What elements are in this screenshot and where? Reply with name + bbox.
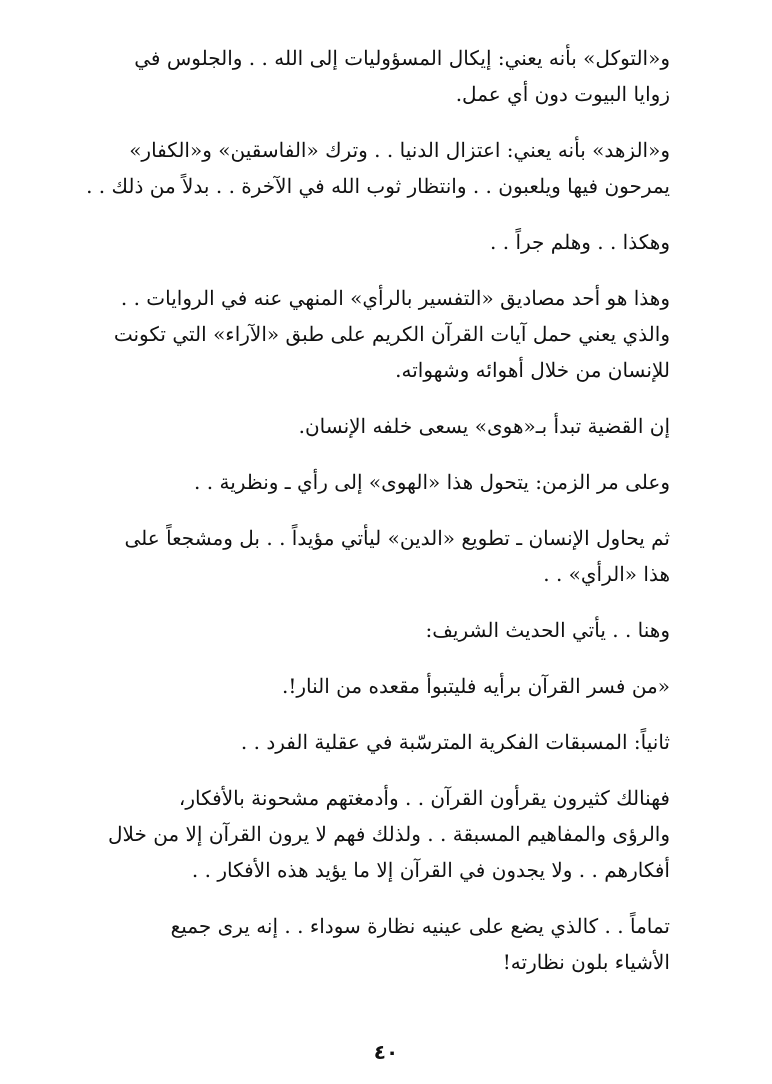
paragraph-secondly	[74, 724, 698, 760]
page-body	[74, 40, 698, 1000]
paragraph-etc	[74, 224, 698, 260]
paragraph-line: والرؤى والمفاهيم المسبقة . . ولذلك فهم لا يرون القرآن إلا من خلال	[108, 822, 670, 846]
paragraph-line: زوايا البيوت دون أي عمل.	[455, 82, 670, 106]
paragraph-line: الأشياء بلون نظارته!	[502, 950, 670, 974]
paragraph-line: إن القضية تبدأ بـ«هوى» يسعى خلفه الإنسان.	[298, 414, 670, 438]
paragraph-line: و«التوكل» بأنه يعني: إيكال المسؤوليات إلى الله . . والجلوس في	[134, 46, 670, 70]
paragraph-black-glasses	[74, 908, 698, 980]
paragraph-line: وهنا . . يأتي الحديث الشريف:	[425, 618, 670, 642]
paragraph-hadith-quote	[74, 668, 698, 704]
paragraph-line: ثانياً: المسبقات الفكرية المترسّبة في عقلية الفرد . .	[240, 730, 670, 754]
paragraph-hawa	[74, 408, 698, 444]
paragraph-line: «من فسر القرآن برأيه فليتبوأ مقعده من النار!.	[281, 674, 670, 698]
paragraph-line: فهنالك كثيرون يقرأون القرآن . . وأدمغتهم مشحونة بالأفكار،	[178, 786, 670, 810]
paragraph-over-time	[74, 464, 698, 500]
paragraph-hadith-intro	[74, 612, 698, 648]
paragraph-preconceptions	[74, 780, 698, 888]
paragraph-zuhd	[74, 132, 698, 204]
paragraph-taming-religion	[74, 520, 698, 592]
paragraph-line: يمرحون فيها ويلعبون . . وانتظار ثوب الله في الآخرة . . بدلاً من ذلك . .	[86, 174, 670, 198]
paragraph-line: وهكذا . . وهلم جراً . .	[490, 230, 670, 254]
paragraph-line: هذا «الرأي» . .	[543, 562, 670, 586]
paragraph-line: تماماً . . كالذي يضع على عينيه نظارة سوداء . . إنه يرى جميع	[170, 914, 670, 938]
paragraph-tawakkul	[74, 40, 698, 112]
paragraph-line: ثم يحاول الإنسان ـ تطويع «الدين» ليأتي مؤيداً . . بل ومشجعاً على	[124, 526, 670, 550]
paragraph-line: و«الزهد» بأنه يعني: اعتزال الدنيا . . وترك «الفاسقين» و«الكفار»	[129, 138, 670, 162]
paragraph-line: وهذا هو أحد مصاديق «التفسير بالرأي» المنهي عنه في الروايات . .	[120, 286, 670, 310]
paragraph-line: وعلى مر الزمن: يتحول هذا «الهوى» إلى رأي ـ ونظرية . .	[194, 470, 670, 494]
paragraph-line: والذي يعني حمل آيات القرآن الكريم على طبق «الآراء» التي تكونت	[113, 322, 670, 346]
paragraph-tafsir-bil-ray	[74, 280, 698, 388]
paragraph-line: أفكارهم . . ولا يجدون في القرآن إلا ما يؤيد هذه الأفكار . .	[191, 858, 670, 882]
paragraph-line: للإنسان من خلال أهوائه وشهواته.	[395, 358, 670, 382]
page-number: ٤٠	[373, 1040, 399, 1064]
